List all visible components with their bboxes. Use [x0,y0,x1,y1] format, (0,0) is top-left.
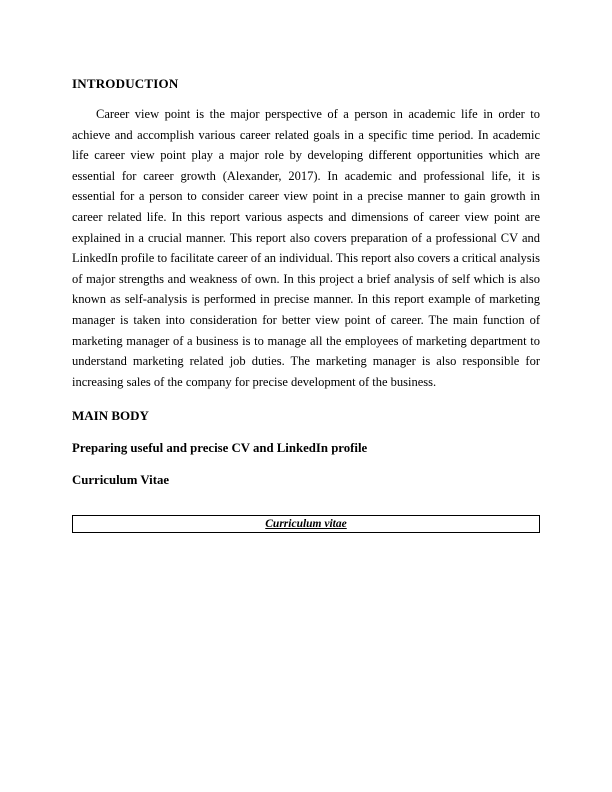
curriculum-vitae-box [72,515,540,533]
introduction-paragraph: Career view point is the major perspective of a person in academic life in order to achieve and accomplish various career related goals in a specific time period. In academic life career view point play a major role by developing different opportunities which are essential for career growth (Alexander, 2017). In academic and professional life, it is essential for a person to consider career view point in a precise manner to gain growth in career related life. In this report various aspects and dimensions of career view point are explained in a crucial manner. This report also covers preparation of a professional CV and LinkedIn profile to facilitate career of an individual. This report also covers a critical analysis of major strengths and weakness of own. In this project a brief analysis of self which is also known as self-analysis is performed in precise manner. In this report example of marketing manager is taken into consideration for better view point of career. The main function of marketing manager of a business is to manage all the employees of marketing department to understand marketing related job duties. The marketing manager is also responsible for increasing sales of the company for precise development of the business. [72,107,540,389]
curriculum-vitae-box-title: Curriculum vitae [265,518,347,531]
cv-section-heading: Preparing useful and precise CV and LinkedIn profile [72,441,368,456]
introduction-heading: INTRODUCTION [72,76,179,91]
curriculum-vitae-heading: Curriculum Vitae [72,473,170,488]
main-body-heading: MAIN BODY [72,408,149,424]
